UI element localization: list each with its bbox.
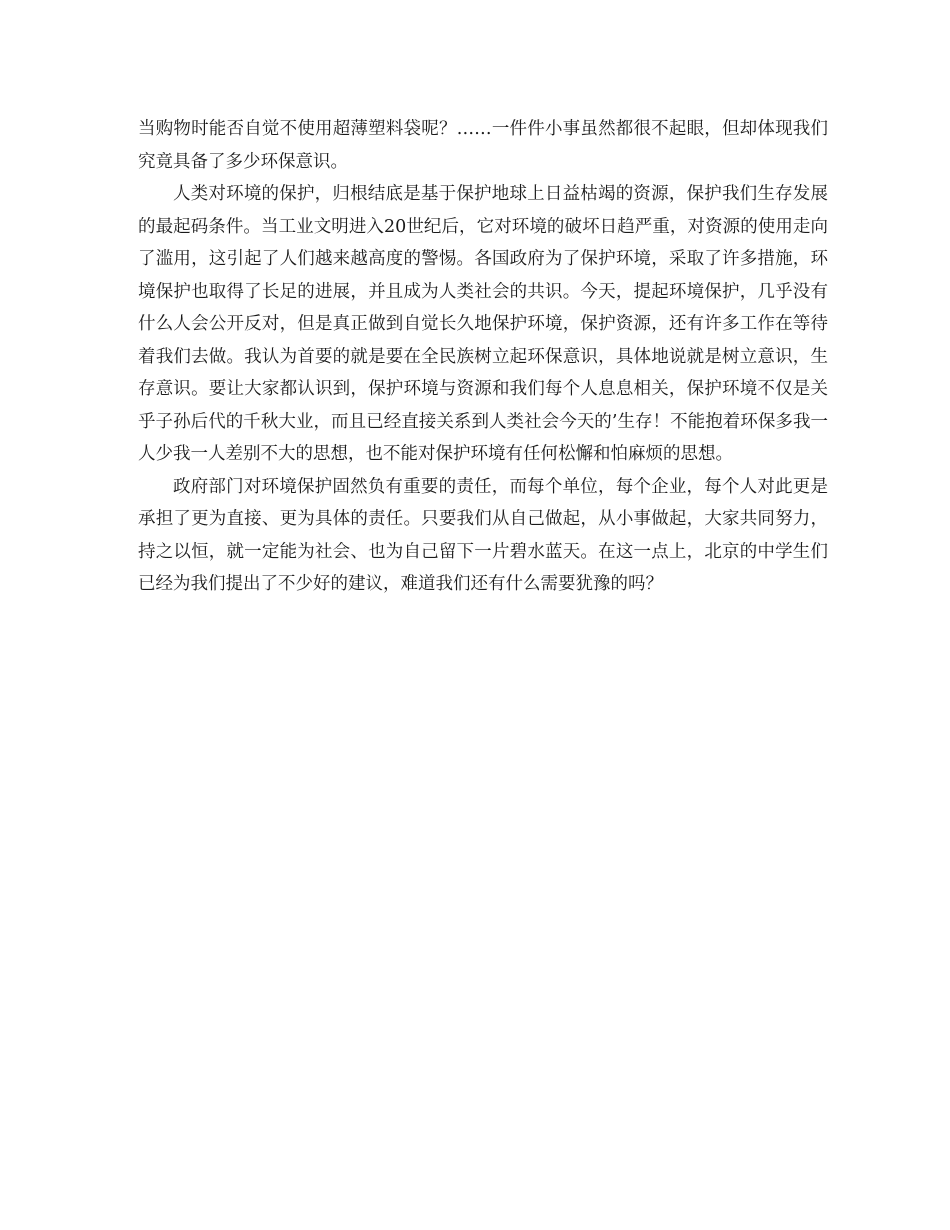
paragraph-continuation: 当购物时能否自觉不使用超薄塑料袋呢？……一件件小事虽然都很不起眼，但却体现我们究竟具备了多少环保意识。 (138, 119, 828, 172)
paragraph-responsibility: 政府部门对环境保护固然负有重要的责任，而每个单位，每个企业，每个人对此更是承担了更为直接、更为具体的责任。只要我们从自己做起，从小事做起，大家共同努力，持之以恒，就一定能为社会、也为自己留下一片碧水蓝天。在这一点上，北京的中学生们已经为我们提出了不少好的建议，难道我们还有什么需要犹豫的吗？ (138, 476, 828, 594)
document-body (138, 113, 828, 601)
paragraph-environmental-protection: 人类对环境的保护，归根结底是基于保护地球上日益枯竭的资源，保护我们生存发展的最起码条件。当工业文明进入20世纪后，它对环境的破坏日趋严重，对资源的使用走向了滥用，这引起了人们越来越高度的警惕。各国政府为了保护环境，采取了许多措施，环境保护也取得了长足的进展，并且成为人类社会的共识。今天，提起环境保护，几乎没有什么人会公开反对，但是真正做到自觉长久地保护环境，保护资源，还有许多工作在等待着我们去做。我认为首要的就是要在全民族树立起环保意识，具体地说就是树立意识，生存意识。要让大家都认识到，保护环境与资源和我们每个人息息相关，保护环境不仅是关乎子孙后代的千秋大业，而且已经直接关系到人类社会今天的’生存！不能抱着环保多我一人少我一人差别不大的思想，也不能对保护环境有任何松懈和怕麻烦的思想。 (138, 184, 828, 464)
